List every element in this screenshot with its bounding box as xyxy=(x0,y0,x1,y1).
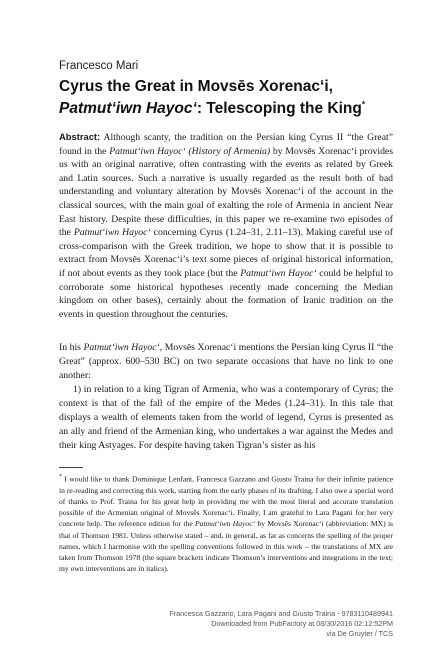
footnote-text-2: by Movsēs Xorenac‘i (abbreviation: MX) is that of Thomson 1981. Unless otherwise stated – and, in general, as far as concerns the spelling of the proper names, which I harmonise with the spelling conventions followed in this work – the translations of MX are taken from Thomson 1978 (the square brackets indicate Thomson’s interventions and integrations in the text; my own interventions are in italics). xyxy=(59,519,394,574)
title-rest-segment: : Telescoping the King xyxy=(196,100,362,117)
abstract-text-2: by Movsēs Xorenac‘i provides us with an original narrative, often contrasting with the events as related by Greek and Latin sources. Such a narrative is usually regarded as the result both of bad understanding and voluntary alteration by Movsēs Xorenac‘i of the account in the classical sources, with the main goal of exalting the role of Armenia in ancient Near East history. Despite these difficulties, in this paper we re-examine two episodes of the xyxy=(59,145,394,239)
abstract-label: Abstract: xyxy=(59,131,101,142)
title-line-2 xyxy=(59,96,389,118)
watermark-line-1: Francesca Gazzano, Lara Pagani and Giusto Traina - 9783110489941 xyxy=(169,609,393,618)
body-p1-text-a: In his xyxy=(59,342,84,353)
abstract-paragraph xyxy=(59,130,393,321)
body-p1-italic: Patmut‘iwn Hayoc‘ xyxy=(83,342,160,353)
abstract-italic-3: Patmut‘iwn Hayoc‘ xyxy=(240,267,317,279)
body-paragraph-1 xyxy=(59,341,393,383)
abstract-text-3: concerning Cyrus (1.24–31, 2.11–13). Making careful use of cross-comparison with the Greek tradition, we hope to show that it is possible to extract from Movsēs Xorenac‘i’s text some pieces of original historical information, if not about events as they took place (but the xyxy=(59,227,394,279)
author-name: Francesco Mari xyxy=(59,60,139,72)
title-italic-segment: Patmut‘iwn Hayoc‘ xyxy=(59,100,197,117)
chapter-title xyxy=(59,78,389,118)
watermark-line-3: via De Gruyter / TCS xyxy=(326,629,393,638)
footnote-text-1: I would like to thank Dominique Lenfant, Francesca Gazzano and Giusto Traina for their infinite patience in re-reading and correcting this work, starting from the early phases of its drafting. I also owe a special word of thanks to Prof. Traina for his great help in providing me with the most literal and accurate translation possible of the Armenian original of Movsēs Xorenac‘i. Finally, I am grateful to Lara Pagani for her very concrete help. The reference edition for the xyxy=(59,474,393,529)
footnote-divider xyxy=(59,467,83,468)
body-paragraph-2: 1) in relation to a king Tigran of Armenia, who was a contemporary of Cyrus; the context is that of the fall of the empire of the Medes (1.24–31). In this tale that displays a wealth of elements taken from the world of legend, Cyrus is presented as an ally and friend of the Armenian king, who undertakes a war against the Medes and their king Astyages. For despite having taken Tigran’s sister as his xyxy=(59,384,393,451)
footnote-mark: * xyxy=(59,474,62,480)
abstract-italic-1: Patmut‘iwn Hayoc‘ (History of Armenia) xyxy=(109,145,271,157)
body-p1-text-b: , Movsēs Xorenac‘i mentions the Persian king Cyrus II “the Great” (approx. 600–530 BC) on two separate occasions that have no link to one another: xyxy=(59,342,393,381)
watermark-line-2: Downloaded from PubFactory at 08/30/2016 02:12:52PM xyxy=(211,619,393,628)
title-footnote-mark: * xyxy=(361,100,365,109)
footnote-italic-1: Patmut‘iwn Hayoc‘ xyxy=(195,519,256,529)
footnote xyxy=(59,472,393,574)
download-watermark xyxy=(133,609,393,639)
abstract-text-1: Although scanty, the tradition on the Persian king Cyrus II “the Great” found in the xyxy=(59,132,393,157)
abstract-text-4: could be helpful to corroborate some historical hypotheses recently made concerning the Median kingdom on other bases), certainly about the formation of Iranic tradition on the events in question throughout the centuries. xyxy=(59,267,393,320)
title-line-1: Cyrus the Great in Movsēs Xorenac‘i, xyxy=(59,78,333,95)
abstract-italic-2: Patmut‘iwn Hayoc‘ xyxy=(73,227,151,239)
body-text xyxy=(59,341,393,453)
